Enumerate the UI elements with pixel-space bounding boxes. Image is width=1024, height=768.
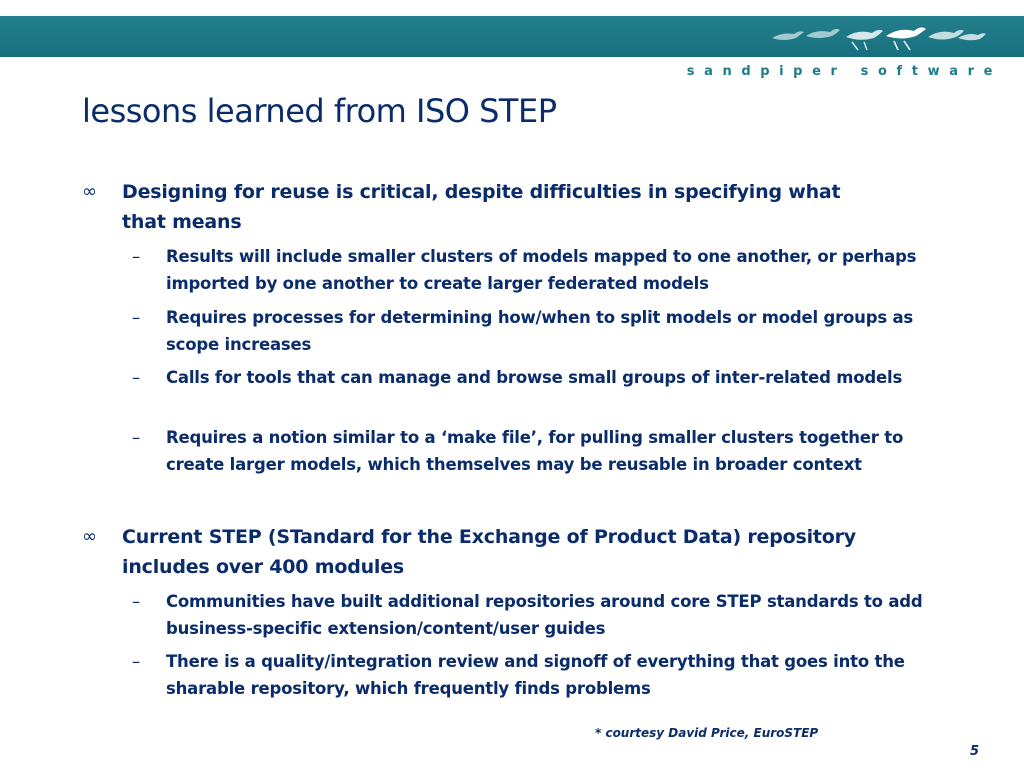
dash-bullet-icon: – <box>132 428 141 447</box>
brand-wordmark: sandpiper software <box>686 64 1002 79</box>
sub-bullet-text: Communities have built additional repositories around core STEP standards to add business-specific extension/content/user guides <box>166 592 923 638</box>
page-number: 5 <box>970 744 980 759</box>
dash-bullet-icon: – <box>132 592 141 611</box>
slide-title: lessons learned from ISO STEP <box>82 92 557 130</box>
bullet-text: Current STEP (STandard for the Exchange of Product Data) repository includes over 400 modules <box>122 526 856 578</box>
sub-bullet-2-2 <box>132 648 946 702</box>
sub-bullet-text: Requires a notion similar to a ‘make file’, for pulling smaller clusters together to create larger models, which themselves may be reusable in broader context <box>166 428 904 474</box>
dash-bullet-icon: – <box>132 308 141 327</box>
sub-bullet-text: Results will include smaller clusters of models mapped to one another, or perhaps imported by one another to create larger federated models <box>166 247 917 293</box>
bullet-2 <box>82 522 882 582</box>
infinity-bullet-icon: ∞ <box>82 181 97 202</box>
sub-bullet-text: There is a quality/integration review and signoff of everything that goes into the sharable repository, which frequently finds problems <box>166 652 905 698</box>
bullet-text: Designing for reuse is critical, despite difficulties in specifying what that means <box>122 181 841 233</box>
dash-bullet-icon: – <box>132 652 141 671</box>
dash-bullet-icon: – <box>132 247 141 266</box>
sub-bullet-text: Requires processes for determining how/when to split models or model groups as scope increases <box>166 308 914 354</box>
sub-bullet-2-1 <box>132 588 946 642</box>
bullet-1 <box>82 177 882 237</box>
infinity-bullet-icon: ∞ <box>82 526 97 547</box>
footnote: * courtesy David Price, EuroSTEP <box>595 726 819 740</box>
sub-bullet-1-3 <box>132 364 946 391</box>
sub-bullet-1-2 <box>132 304 946 358</box>
sub-bullet-1-1 <box>132 243 946 297</box>
sub-bullet-1-4 <box>132 424 946 478</box>
sub-bullet-text: Calls for tools that can manage and browse small groups of inter-related models <box>166 368 903 387</box>
dash-bullet-icon: – <box>132 368 141 387</box>
